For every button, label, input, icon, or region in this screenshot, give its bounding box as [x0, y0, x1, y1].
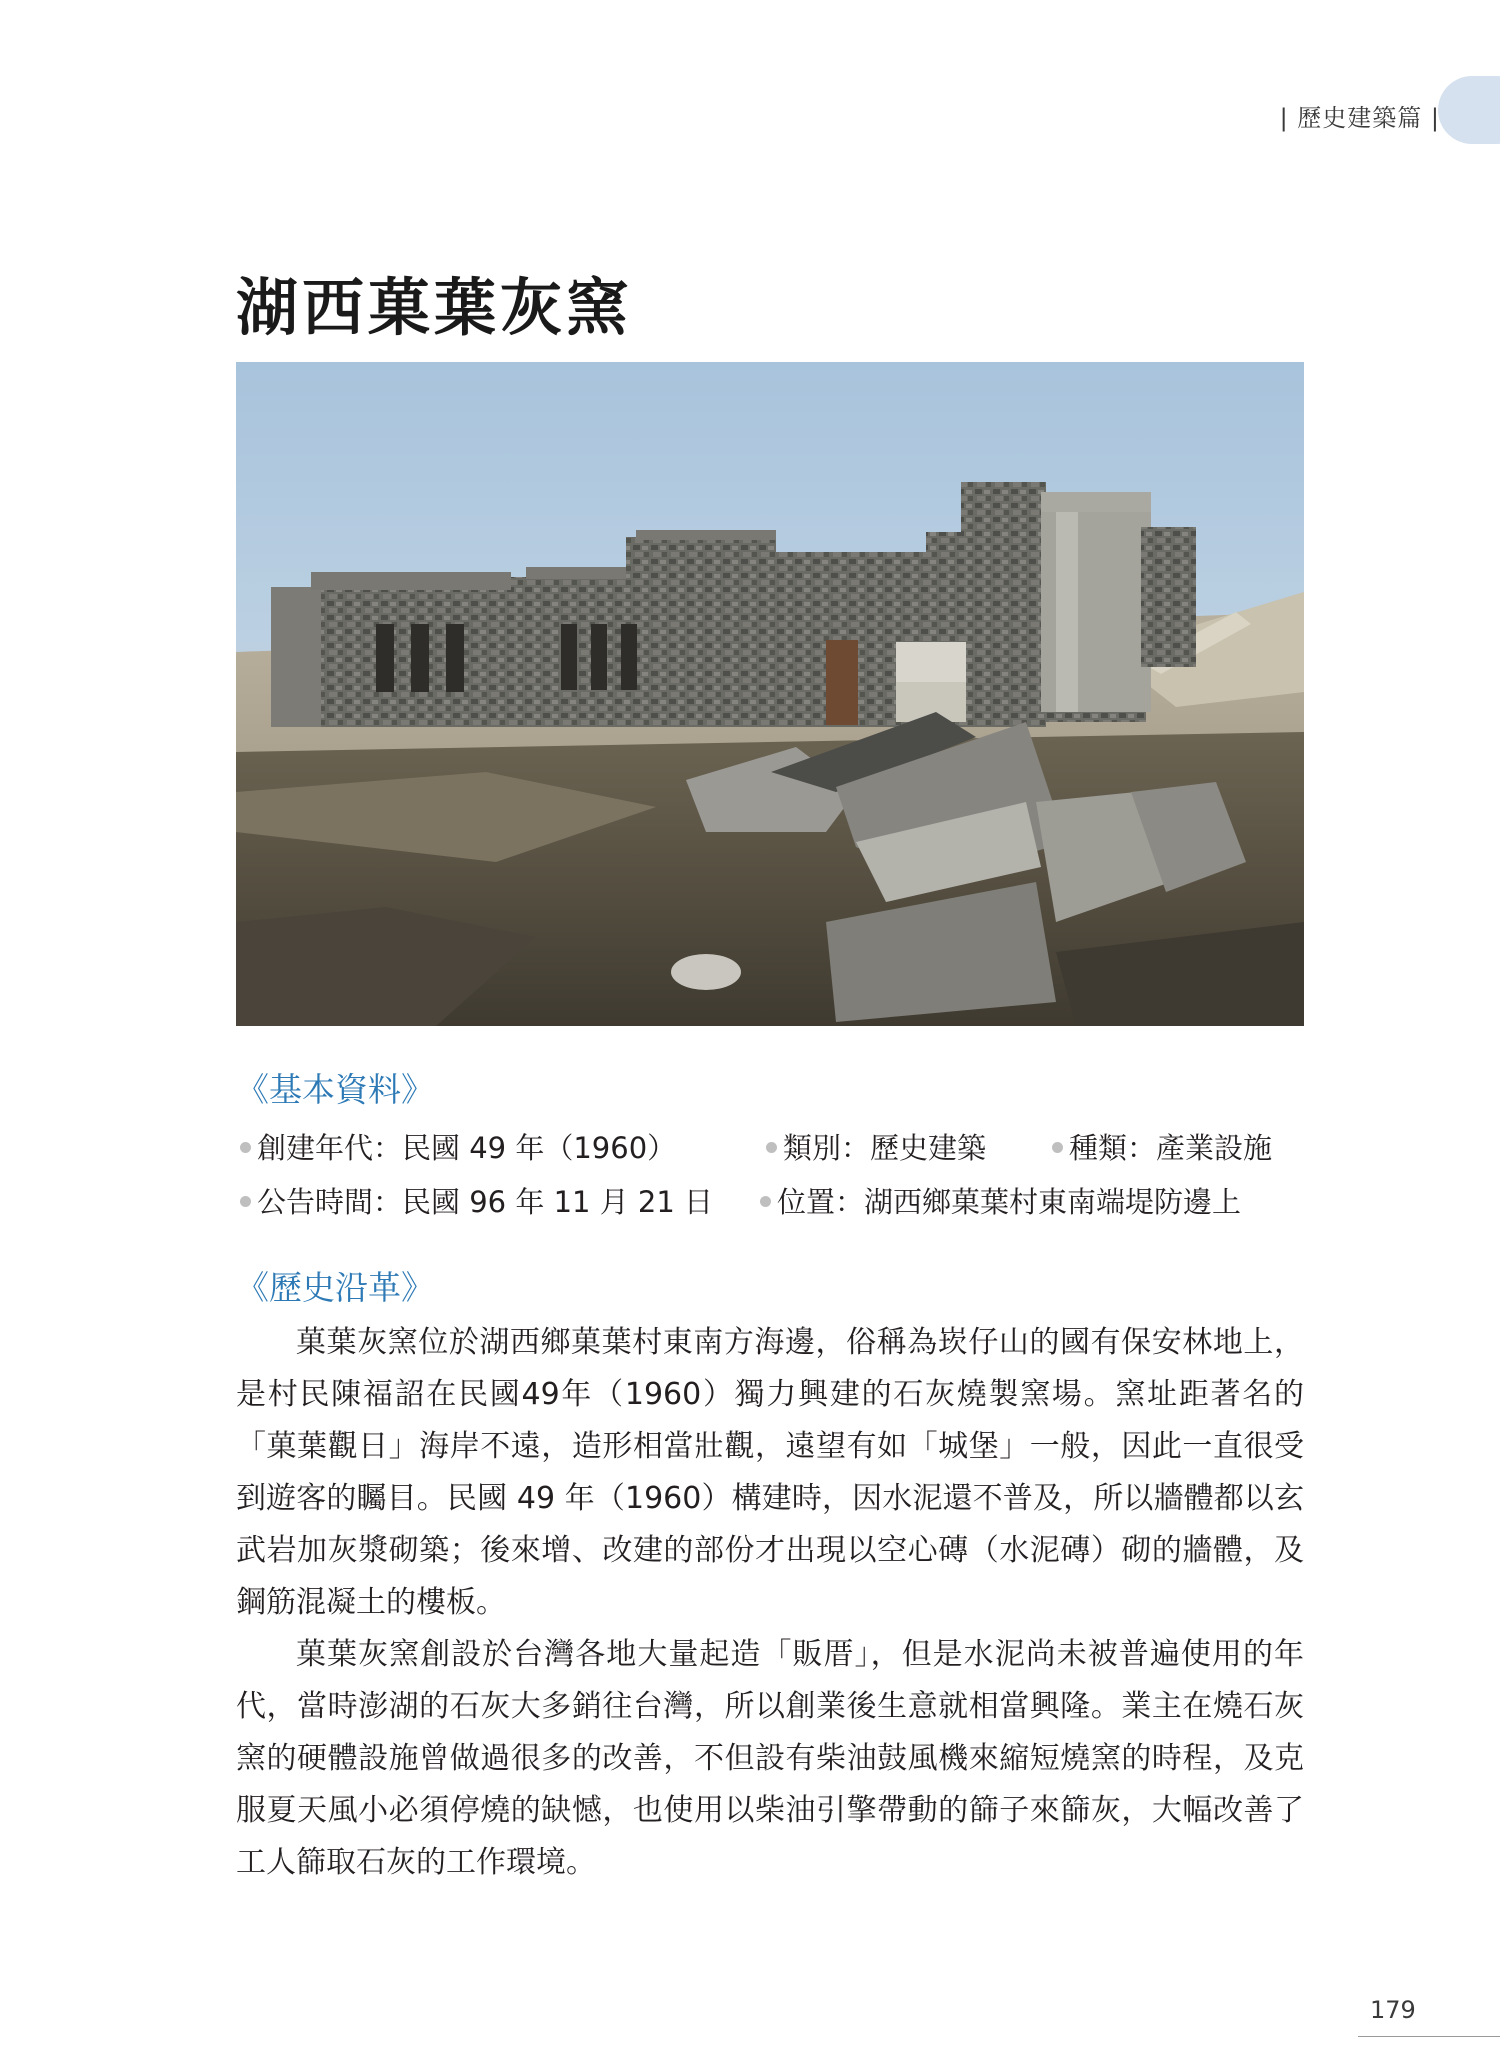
info-value: 歷史建築: [870, 1131, 987, 1165]
info-item-category: [766, 1126, 986, 1167]
info-label: 創建年代：: [257, 1131, 403, 1165]
info-label: 位置：: [777, 1185, 865, 1219]
info-item-year: [240, 1126, 676, 1167]
info-item-announce-date: [240, 1180, 713, 1221]
history-paragraph-2: 菓葉灰窯創設於台灣各地大量起造「販厝」，但是水泥尚未被普遍使用的年代，當時澎湖的石灰大多銷往台灣，所以創業後生意就相當興隆。業主在燒石灰窯的硬體設施曾做過很多的改善，不但設有柴油鼓風機來縮短燒窯的時程，及克服夏天風小必須停燒的缺憾，也使用以柴油引擎帶動的篩子來篩灰，大幅改善了工人篩取石灰的工作環境。: [236, 1637, 1304, 1880]
history-heading: 《歷史沿革》: [236, 1268, 434, 1307]
bullet-dot-icon: [1052, 1142, 1063, 1153]
page-title: 湖西菓葉灰窯: [236, 271, 633, 344]
info-label: 公告時間：: [257, 1185, 403, 1219]
lime-kiln-photo: [236, 362, 1304, 1026]
section-label: | 歷史建築篇 |: [1279, 104, 1440, 132]
page-number: 179: [1370, 1996, 1416, 2024]
info-item-type: [1052, 1126, 1272, 1167]
info-label: 種類：: [1069, 1131, 1157, 1165]
info-label: 類別：: [783, 1131, 871, 1165]
corner-tab: [1438, 76, 1500, 144]
info-item-location: [760, 1180, 1241, 1221]
info-value: 民國 49 年（1960）: [402, 1131, 677, 1165]
page-number-rule: [1358, 2036, 1500, 2037]
bullet-dot-icon: [240, 1142, 251, 1153]
info-value: 產業設施: [1156, 1131, 1273, 1165]
basic-info-heading: 《基本資料》: [236, 1070, 434, 1109]
history-text: [236, 1317, 1304, 1889]
bullet-dot-icon: [240, 1196, 251, 1207]
bullet-dot-icon: [766, 1142, 777, 1153]
bullet-dot-icon: [760, 1196, 771, 1207]
history-paragraph-1: 菓葉灰窯位於湖西鄉菓葉村東南方海邊，俗稱為崁仔山的國有保安林地上，是村民陳福詔在民國49年（1960）獨力興建的石灰燒製窯場。窯址距著名的「菓葉觀日」海岸不遠，造形相當壯觀，遠望有如「城堡」一般，因此一直很受到遊客的矚目。民國 49 年（1960）構建時，因水泥還不普及，所以牆體都以玄武岩加灰漿砌築；後來增、改建的部份才出現以空心磚（水泥磚）砌的牆體，及鋼筋混凝土的樓板。: [236, 1325, 1304, 1620]
info-value: 湖西鄉菓葉村東南端堤防邊上: [864, 1185, 1242, 1219]
info-value: 民國 96 年 11 月 21 日: [402, 1185, 714, 1219]
